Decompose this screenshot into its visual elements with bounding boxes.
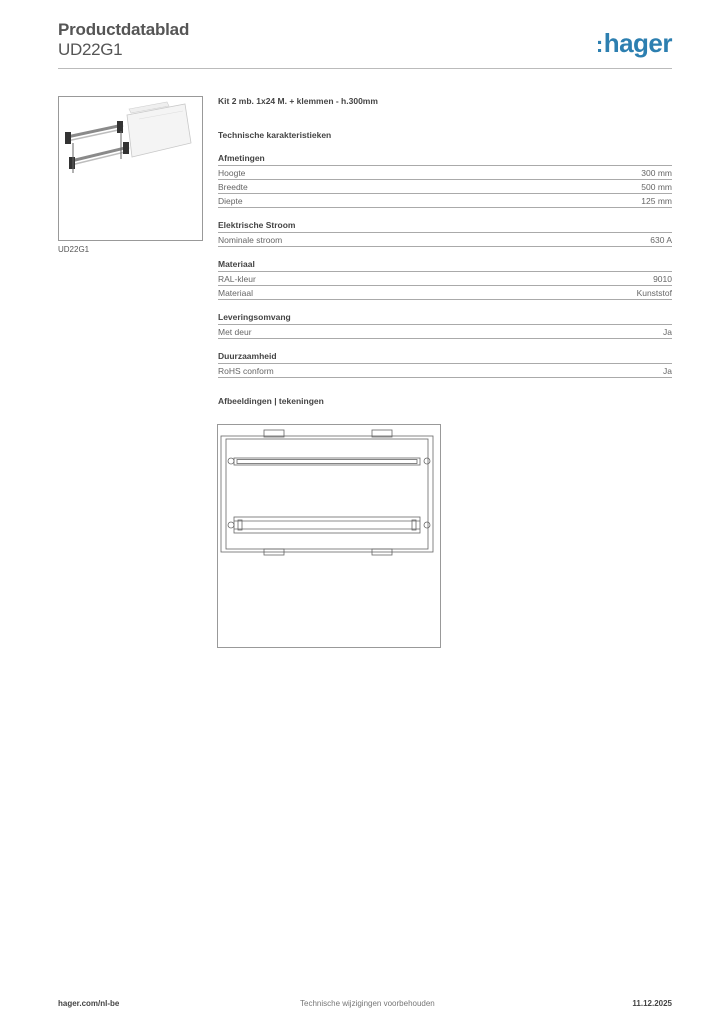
spec-value: 300 mm — [641, 168, 672, 178]
logo-mark-icon: : — [595, 32, 603, 57]
hager-logo[interactable] — [596, 28, 672, 59]
spec-section-sustainability — [218, 351, 672, 378]
spec-row — [218, 166, 672, 180]
spec-section-material — [218, 259, 672, 300]
din-rails — [65, 121, 129, 173]
spec-row — [218, 233, 672, 247]
spec-label: RAL-kleur — [218, 274, 256, 284]
cover-panel — [127, 102, 191, 157]
tech-heading: Technische karakteristieken — [218, 130, 332, 140]
spec-label: Met deur — [218, 327, 252, 337]
spec-section-electrical — [218, 220, 672, 247]
header-divider — [58, 68, 672, 69]
spec-value: Ja — [663, 327, 672, 337]
spec-row — [218, 364, 672, 378]
logo-text: hager — [603, 28, 672, 58]
spec-value: 9010 — [653, 274, 672, 284]
spec-value: 500 mm — [641, 182, 672, 192]
spec-value: 630 A — [650, 235, 672, 245]
technical-drawing — [217, 424, 441, 648]
product-image — [58, 96, 203, 241]
product-description: Kit 2 mb. 1x24 M. + klemmen - h.300mm — [218, 96, 378, 106]
product-caption: UD22G1 — [58, 245, 90, 254]
spec-value: Kunststof — [636, 288, 672, 298]
footer-notice: Technische wijzigingen voorbehouden — [300, 999, 435, 1008]
footer-date: 11.12.2025 — [632, 999, 672, 1008]
spec-label: Diepte — [218, 196, 243, 206]
spec-row — [218, 325, 672, 339]
spec-label: Hoogte — [218, 168, 246, 178]
spec-row — [218, 180, 672, 194]
product-code: UD22G1 — [58, 40, 123, 59]
spec-label: Materiaal — [218, 288, 253, 298]
section-title: Afmetingen — [218, 153, 672, 166]
spec-row — [218, 272, 672, 286]
section-title: Leveringsomvang — [218, 312, 672, 325]
page-title: Productdatablad — [58, 20, 190, 39]
images-heading: Afbeeldingen | tekeningen — [218, 396, 324, 406]
spec-value: 125 mm — [641, 196, 672, 206]
spec-row — [218, 286, 672, 300]
drawing-icon — [218, 425, 440, 647]
footer-website-link[interactable]: hager.com/nl-be — [58, 999, 120, 1008]
spec-label: Nominale stroom — [218, 235, 283, 245]
spec-row — [218, 194, 672, 208]
spec-section-dimensions — [218, 153, 672, 208]
section-title: Elektrische Stroom — [218, 220, 672, 233]
spec-label: Breedte — [218, 182, 248, 192]
product-photo-icon — [59, 97, 202, 240]
section-title: Duurzaamheid — [218, 351, 672, 364]
spec-content — [218, 96, 672, 406]
spec-label: RoHS conform — [218, 366, 274, 376]
spec-section-delivery — [218, 312, 672, 339]
spec-value: Ja — [663, 366, 672, 376]
section-title: Materiaal — [218, 259, 672, 272]
